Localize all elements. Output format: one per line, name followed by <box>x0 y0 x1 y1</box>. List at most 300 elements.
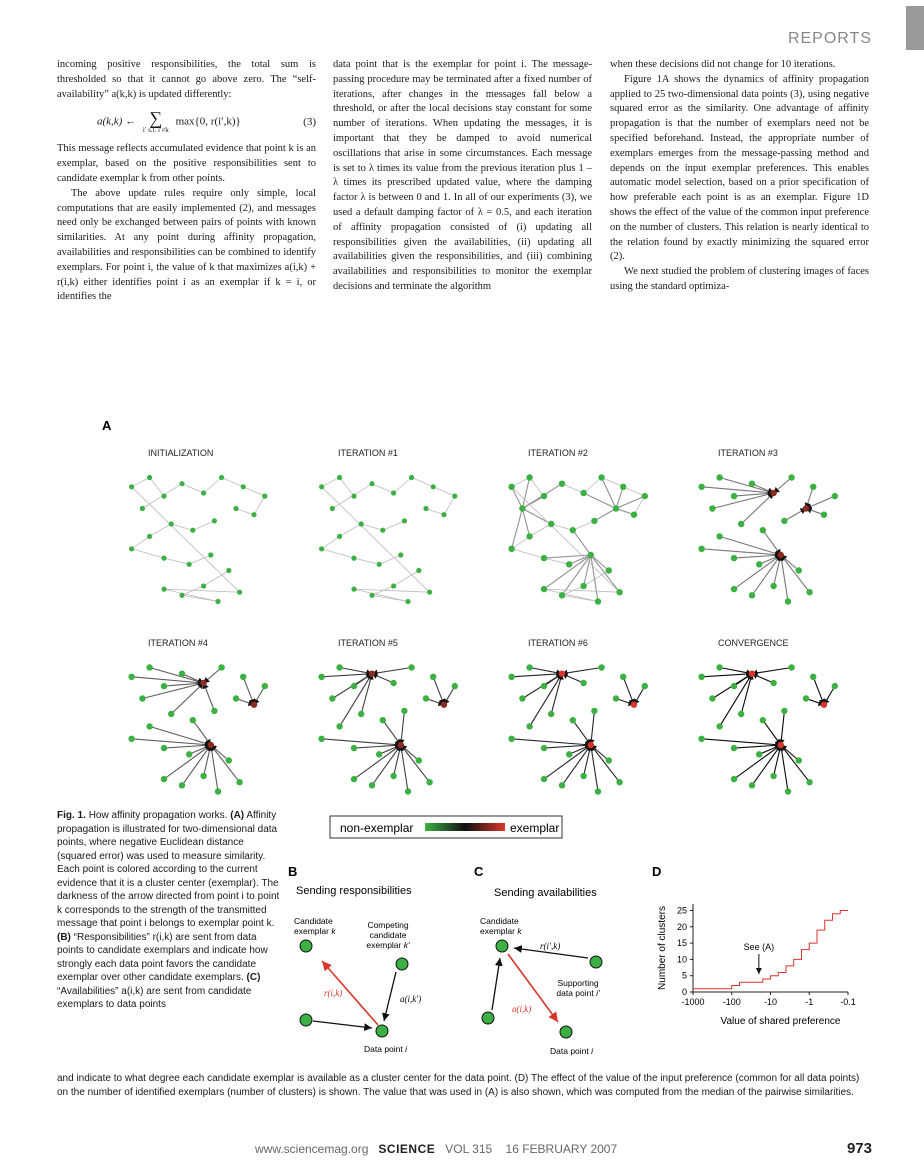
footer-date: 16 FEBRUARY 2007 <box>505 1142 618 1156</box>
data-node <box>369 782 375 788</box>
data-node <box>519 505 525 511</box>
section-tab <box>906 6 924 50</box>
data-node <box>359 521 364 526</box>
data-node <box>128 674 134 680</box>
paragraph: incoming positive responsibilities, the total sum is thresholded so that it cannot go above zero. The “self-availability” a(k,k) is updated differently: <box>57 59 316 100</box>
data-node <box>168 711 174 717</box>
data-node <box>716 533 722 539</box>
iteration-panel <box>129 448 267 604</box>
iteration-panel <box>128 638 268 795</box>
c-data-node <box>560 1026 572 1038</box>
data-node <box>369 593 374 598</box>
data-node <box>570 717 576 723</box>
data-node <box>187 562 192 567</box>
data-node <box>595 788 601 794</box>
data-node <box>508 674 514 680</box>
exemplar-node <box>631 702 637 708</box>
message-arrow <box>763 530 781 555</box>
data-node <box>749 481 755 487</box>
section-header: REPORTS <box>787 30 872 47</box>
data-node <box>631 512 637 518</box>
footer-citation <box>255 1142 617 1156</box>
data-node <box>570 527 576 533</box>
data-node <box>756 751 762 757</box>
data-node <box>140 506 145 511</box>
data-node <box>595 598 601 604</box>
data-node <box>161 776 167 782</box>
b-other-arrow <box>313 1021 372 1028</box>
data-node <box>452 494 457 499</box>
b-data-node <box>300 1014 312 1026</box>
data-node <box>169 521 174 526</box>
data-node <box>731 555 737 561</box>
x-tick-label: -100 <box>722 997 741 1007</box>
message-edge <box>379 555 401 564</box>
message-arrow <box>781 555 788 602</box>
message-edge <box>562 484 584 493</box>
data-node <box>337 534 342 539</box>
caption-text: How affinity propagation works. <box>88 810 228 821</box>
data-node <box>738 711 744 717</box>
message-arrow <box>813 677 824 705</box>
data-node <box>200 773 206 779</box>
exemplar-node <box>208 742 214 748</box>
data-node <box>770 680 776 686</box>
iteration-title: CONVERGENCE <box>718 638 789 648</box>
message-arrow <box>211 745 218 792</box>
data-node <box>416 568 421 573</box>
data-node <box>161 745 167 751</box>
figure-panel-a <box>90 414 850 809</box>
message-arrow <box>372 674 394 683</box>
message-arrow <box>401 711 405 745</box>
data-node <box>398 552 403 557</box>
data-node <box>351 776 357 782</box>
message-edge <box>236 509 254 515</box>
data-node <box>218 664 224 670</box>
exemplar-node <box>821 702 827 708</box>
data-node <box>402 518 407 523</box>
data-node <box>351 745 357 751</box>
data-node <box>620 674 626 680</box>
data-node <box>580 583 586 589</box>
panel-a-label: A <box>102 418 112 433</box>
message-edge <box>530 478 544 497</box>
data-node <box>452 683 458 689</box>
data-node <box>405 599 410 604</box>
data-node <box>186 751 192 757</box>
message-arrow <box>530 674 562 727</box>
message-edge <box>132 478 150 487</box>
data-node <box>190 528 195 533</box>
message-arrow <box>591 745 609 761</box>
data-node <box>179 593 184 598</box>
data-node <box>380 528 385 533</box>
exemplar-node <box>778 552 784 558</box>
data-node <box>219 475 224 480</box>
message-arrow <box>784 509 806 521</box>
equation-lhs: a(k,k) ← <box>97 115 137 128</box>
data-node <box>806 589 812 595</box>
exemplar-node <box>559 671 565 677</box>
message-edge <box>426 509 444 515</box>
x-tick-label: -1000 <box>681 997 705 1007</box>
figure-caption <box>57 809 282 1012</box>
message-arrow <box>512 674 562 677</box>
panel-b-title: Sending responsibilities <box>296 885 412 897</box>
message-arrow <box>254 686 265 705</box>
page-number: 973 <box>846 1140 872 1157</box>
data-node <box>698 674 704 680</box>
message-edge <box>132 487 240 592</box>
message-arrow <box>781 745 788 792</box>
data-node <box>330 506 335 511</box>
message-arrow <box>322 739 401 745</box>
text-column-3 <box>610 58 869 295</box>
message-edge <box>322 478 340 487</box>
message-arrow <box>372 668 412 674</box>
data-node <box>806 779 812 785</box>
data-node <box>390 773 396 779</box>
data-node <box>237 590 242 595</box>
message-arrow <box>806 487 813 509</box>
data-node <box>233 695 239 701</box>
iteration-title: ITERATION #2 <box>528 448 588 458</box>
data-node <box>541 683 547 689</box>
c-candidate-label: Candidate exemplar k <box>480 916 522 936</box>
message-arrow <box>752 668 792 674</box>
figure-caption-continued: and indicate to what degree each candidate exemplar is available as a cluster center for the data point. (D) The effect of the value of the input preference (common for all data points) on the number of identified exemplars (number of clusters) is shown. The value that was used in (A) is also shown, which was computed from the median of the pairwise similarities. <box>57 1073 860 1098</box>
data-node <box>139 695 145 701</box>
data-node <box>796 567 802 573</box>
data-node <box>796 757 802 763</box>
data-node <box>351 587 356 592</box>
message-edge <box>573 521 595 530</box>
message-edge <box>340 524 362 536</box>
message-arrow <box>616 496 645 508</box>
data-node <box>541 745 547 751</box>
data-node <box>128 736 134 742</box>
message-edge <box>171 524 193 530</box>
message-edge <box>204 478 222 494</box>
panel-b-label: B <box>288 864 298 879</box>
message-edge <box>354 558 379 564</box>
message-arrow <box>322 674 372 677</box>
data-node <box>760 717 766 723</box>
equation-3: a(k,k) ← ∑ i′ s.t. i′≠k max{0, r(i′,k)} (3) <box>97 108 316 135</box>
b-candidate-label: Candidate exemplar k <box>294 916 336 936</box>
data-node <box>146 664 152 670</box>
caption-text: “Responsibilities” r(i,k) are sent from data points to candidate exemplars and indicate how strongly each data point favors the candidate exemplar over other candidate exemplars. <box>57 931 268 983</box>
data-node <box>190 717 196 723</box>
data-node <box>179 782 185 788</box>
data-node <box>161 556 166 561</box>
data-node <box>376 751 382 757</box>
exemplar-node <box>200 680 206 686</box>
data-node <box>606 567 612 573</box>
equation-number: (3) <box>303 115 316 128</box>
message-edge <box>132 549 164 558</box>
message-arrow <box>591 745 598 792</box>
data-node <box>548 711 554 717</box>
caption-fig-label: Fig. 1. <box>57 810 86 821</box>
message-arrow <box>623 677 634 705</box>
message-arrow <box>781 555 810 592</box>
data-node <box>620 484 626 490</box>
exemplar-node <box>770 490 776 496</box>
data-node <box>588 552 594 558</box>
data-node <box>233 506 238 511</box>
data-node <box>146 723 152 729</box>
caption-text: “Availabilities” a(i,k) are sent from candidate exemplars to data points <box>57 985 252 1010</box>
data-node <box>405 788 411 794</box>
data-node <box>319 546 324 551</box>
data-node <box>161 494 166 499</box>
data-node <box>810 674 816 680</box>
data-node <box>526 664 532 670</box>
data-node <box>709 505 715 511</box>
message-arrow <box>340 674 372 727</box>
message-arrow <box>211 745 229 761</box>
data-node <box>319 484 324 489</box>
message-arrow <box>702 739 781 745</box>
data-node <box>613 695 619 701</box>
b-competing-node <box>396 958 408 970</box>
message-arrow <box>824 686 835 705</box>
iteration-panel <box>318 638 458 795</box>
data-node <box>566 751 572 757</box>
message-arrow <box>594 509 616 521</box>
data-node <box>580 773 586 779</box>
message-arrow <box>512 739 591 745</box>
message-arrow <box>591 555 609 571</box>
panel-d-chart <box>657 904 856 1027</box>
iteration-panel <box>698 448 838 605</box>
c-aik-label: a(i,k) <box>512 1004 532 1014</box>
message-arrow <box>530 668 562 674</box>
message-edge <box>551 524 573 530</box>
iteration-title: ITERATION #6 <box>528 638 588 648</box>
exemplar-node <box>803 505 809 511</box>
data-node <box>377 562 382 567</box>
message-edge <box>530 524 552 536</box>
iteration-panel <box>698 638 838 795</box>
message-edge <box>322 487 430 592</box>
data-node <box>606 757 612 763</box>
data-node <box>329 695 335 701</box>
message-edge <box>164 558 189 564</box>
data-node <box>211 708 217 714</box>
message-edge <box>584 478 602 494</box>
b-data-label: Data point i <box>364 1044 408 1054</box>
message-arrow <box>781 745 810 782</box>
iteration-panel <box>508 638 648 795</box>
data-node <box>541 776 547 782</box>
message-edge <box>412 478 434 487</box>
paragraph: This message reflects accumulated evidence that point k is an exemplar, based on the positive responsibilities sent to candidate exemplar k from other points. <box>57 143 316 184</box>
data-node <box>749 782 755 788</box>
data-node <box>409 475 414 480</box>
message-arrow <box>573 530 591 555</box>
data-node <box>709 695 715 701</box>
data-node <box>369 481 374 486</box>
iteration-title: ITERATION #3 <box>718 448 778 458</box>
data-node <box>423 506 428 511</box>
message-edge <box>322 549 354 558</box>
data-node <box>226 568 231 573</box>
data-node <box>781 518 787 524</box>
data-node <box>803 695 809 701</box>
c-supporting-label: Supporting data point i′ <box>556 978 600 998</box>
x-tick-label: -0.1 <box>840 997 856 1007</box>
message-edge <box>254 496 265 515</box>
data-node <box>541 493 547 499</box>
iteration-title: ITERATION #5 <box>338 638 398 648</box>
data-node <box>731 586 737 592</box>
caption-c-label: (C) <box>246 972 261 983</box>
message-arrow <box>401 745 430 782</box>
data-node <box>208 552 213 557</box>
data-node <box>431 484 436 489</box>
message-edge <box>444 496 455 515</box>
data-node <box>559 592 565 598</box>
data-node <box>401 708 407 714</box>
data-node <box>318 736 324 742</box>
message-arrow <box>720 674 752 727</box>
data-node <box>179 481 184 486</box>
message-arrow <box>512 487 523 509</box>
data-node <box>147 534 152 539</box>
message-arrow <box>774 478 792 494</box>
data-node <box>642 683 648 689</box>
data-node <box>559 782 565 788</box>
paragraph: Figure 1A shows the dynamics of affinity propagation applied to 25 two-dimensional data points (3), using negative squared error as the similarity. One advantage of affinity propagation is that the number of exemplars need not be specified beforehand. Instead, the appropriate number of exemplars emerges from the message-passing method and depends on the input exemplar preferences. This enables automatic model selection, based on a prior specification of how preferable each point is as an exemplar. Figure 1D shows the effect of the value of the common input preference on the number of clusters. This relation is nearly identical to the relation found by exactly minimizing the squared error (2). <box>610 73 869 263</box>
message-arrow <box>383 720 401 745</box>
message-arrow <box>562 674 584 683</box>
data-node <box>781 708 787 714</box>
data-node <box>351 556 356 561</box>
message-arrow <box>562 668 602 674</box>
exemplar-node <box>749 671 755 677</box>
data-node <box>559 481 565 487</box>
paragraph: data point that is the exemplar for point i. The message-passing procedure may be terminated after a fixed number of iterations, after changes in the messages fall below a threshold, or after the local decisions stay constant for some number of iterations. When updating the messages, it is important that they be damped to avoid numerical oscillations that arise in some circumstances. Each message is set to λ times its value from the previous iteration plus 1 – λ times its prescribed updated value, where the damping factor λ is between 0 and 1. In all of our experiments (3), we used a default damping factor of λ = 0.5, and each iteration of affinity propagation consisted of (i) updating all responsibilities given the availabilities, (ii) updating all availabilities given the responsibilities, and (iii) combining availabilities and responsibilities to monitor the exemplar decisions and terminate the algorithm <box>333 59 592 292</box>
iteration-title: ITERATION #4 <box>148 638 208 648</box>
y-tick-label: 20 <box>676 921 687 932</box>
text-column-2 <box>333 58 592 295</box>
data-node <box>391 490 396 495</box>
data-node <box>785 788 791 794</box>
b-rik-label: r(i,k) <box>324 988 343 998</box>
x-axis-label: Value of shared preference <box>720 1016 841 1027</box>
b-competing-label: Competing candidate exemplar k′ <box>366 920 410 950</box>
exemplar-node <box>441 702 447 708</box>
message-edge <box>322 536 340 548</box>
data-node <box>785 598 791 604</box>
y-tick-label: 5 <box>681 970 687 981</box>
exemplar-node <box>369 671 375 677</box>
data-node <box>591 708 597 714</box>
message-edge <box>182 484 204 493</box>
message-arrow <box>573 720 591 745</box>
x-tick-label: -1 <box>805 997 814 1007</box>
paragraph: The above update rules require only simple, local computations that are easily implemented (2), and messages need only be exchanged between pairs of points with known similarities. At any point during affinity propagation, availabilities and responsibilities can be combined to identify exemplars. For point i, the value of k that maximizes a(i,k) + r(i,k) either identifies point i as an exemplar if k = i, or identifies the <box>57 187 316 303</box>
data-node <box>201 490 206 495</box>
data-node <box>788 474 794 480</box>
message-arrow <box>433 677 444 705</box>
data-node <box>716 723 722 729</box>
data-node <box>738 521 744 527</box>
message-edge <box>132 536 150 548</box>
iteration-title: ITERATION #1 <box>338 448 398 458</box>
message-edge <box>189 555 211 564</box>
data-node <box>698 546 704 552</box>
equation-rhs: max{0, r(i′,k)} <box>175 115 241 128</box>
data-node <box>580 490 586 496</box>
data-node <box>423 695 429 701</box>
data-node <box>408 664 414 670</box>
exemplar-node <box>398 742 404 748</box>
data-node <box>598 474 604 480</box>
data-node <box>731 776 737 782</box>
data-node <box>201 583 206 588</box>
message-edge <box>512 549 544 558</box>
data-node <box>129 484 134 489</box>
data-node <box>241 484 246 489</box>
data-node <box>526 723 532 729</box>
data-node <box>526 533 532 539</box>
message-arrow <box>763 720 781 745</box>
message-arrow <box>204 683 215 711</box>
data-node <box>616 779 622 785</box>
data-node <box>179 671 185 677</box>
data-node <box>508 736 514 742</box>
data-node <box>147 475 152 480</box>
iteration-title: INITIALIZATION <box>148 448 214 458</box>
message-arrow <box>193 720 211 745</box>
data-node <box>508 546 514 552</box>
c-supporting-node <box>590 956 602 968</box>
data-node <box>336 664 342 670</box>
caption-text: Affinity propagation is illustrated for two-dimensional data points, where negative Euclidean distance (squared error) was used to measure similarity. Each point is colored according to the current evidence that it is a cluster center (exemplar). The darkness of the arrow directed from point i to point k corresponds to the strength of the transmitted message that point i belongs to exemplar point k. <box>57 810 280 929</box>
data-node <box>832 683 838 689</box>
message-arrow <box>401 745 419 761</box>
data-node <box>318 674 324 680</box>
data-node <box>427 590 432 595</box>
data-node <box>756 561 762 567</box>
message-arrow <box>702 674 752 677</box>
message-edge <box>361 524 383 530</box>
data-node <box>262 683 268 689</box>
message-arrow <box>340 668 372 674</box>
b-aik-label: a(i,k′) <box>400 994 422 1004</box>
paragraph: when these decisions did not change for 10 iterations. <box>610 59 836 70</box>
message-arrow <box>602 478 616 509</box>
exemplar-node <box>588 742 594 748</box>
data-node <box>441 512 446 517</box>
data-node <box>226 757 232 763</box>
panel-c-title: Sending availabilities <box>494 887 597 899</box>
data-node <box>642 493 648 499</box>
message-arrow <box>591 745 620 782</box>
chart-annotation: See (A) <box>743 942 775 952</box>
data-node <box>416 757 422 763</box>
message-arrow <box>752 674 774 683</box>
data-node <box>770 773 776 779</box>
message-arrow <box>806 496 835 508</box>
c-data-label: Data point i <box>550 1046 594 1056</box>
data-node <box>161 587 166 592</box>
message-edge <box>433 487 455 496</box>
